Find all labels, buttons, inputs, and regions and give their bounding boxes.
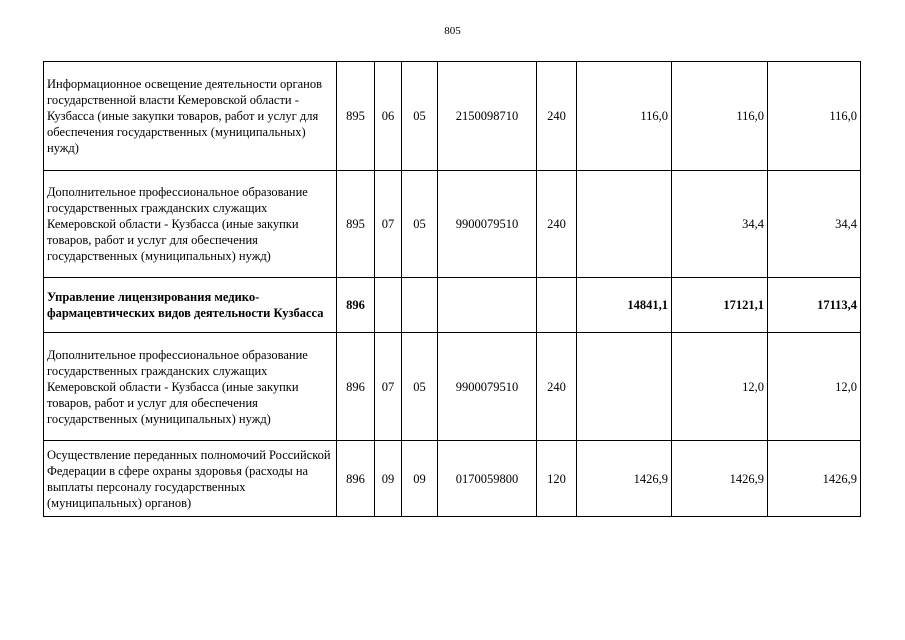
table-row	[44, 62, 861, 171]
row-target-article: 2150098710	[438, 62, 537, 171]
row-ministry-code: 896	[337, 441, 375, 517]
row-ministry-code: 896	[337, 333, 375, 441]
row-description: Управление лицензирования медико-фармацевтических видов деятельности Кузбасса	[44, 278, 337, 333]
row-amount-3: 34,4	[768, 171, 861, 278]
row-ministry-code: 896	[337, 278, 375, 333]
row-section-code: 06	[375, 62, 402, 171]
row-amount-1: 116,0	[577, 62, 672, 171]
table-row	[44, 171, 861, 278]
table-row	[44, 278, 861, 333]
row-amount-2: 12,0	[672, 333, 768, 441]
row-target-article	[438, 278, 537, 333]
row-expense-type: 120	[537, 441, 577, 517]
row-ministry-code: 895	[337, 171, 375, 278]
row-description: Дополнительное профессиональное образование государственных гражданских служащих Кемеровской области - Кузбасса (иные закупки товаров, работ и услуг для обеспечения государственных (муниципальных) нужд)	[44, 333, 337, 441]
row-amount-3: 17113,4	[768, 278, 861, 333]
row-target-article: 9900079510	[438, 333, 537, 441]
row-amount-1: 14841,1	[577, 278, 672, 333]
row-description: Дополнительное профессиональное образование государственных гражданских служащих Кемеровской области - Кузбасса (иные закупки товаров, работ и услуг для обеспечения государственных (муниципальных) нужд)	[44, 171, 337, 278]
row-subsection-code: 05	[402, 62, 438, 171]
row-expense-type: 240	[537, 171, 577, 278]
row-target-article: 9900079510	[438, 171, 537, 278]
row-amount-2: 116,0	[672, 62, 768, 171]
row-subsection-code	[402, 278, 438, 333]
budget-table	[43, 61, 861, 517]
row-ministry-code: 895	[337, 62, 375, 171]
row-section-code: 09	[375, 441, 402, 517]
row-amount-2: 1426,9	[672, 441, 768, 517]
table-row	[44, 441, 861, 517]
row-subsection-code: 05	[402, 171, 438, 278]
row-amount-1	[577, 333, 672, 441]
row-amount-2: 17121,1	[672, 278, 768, 333]
row-amount-3: 116,0	[768, 62, 861, 171]
row-amount-1: 1426,9	[577, 441, 672, 517]
row-section-code: 07	[375, 333, 402, 441]
row-expense-type	[537, 278, 577, 333]
row-expense-type: 240	[537, 333, 577, 441]
row-description: Информационное освещение деятельности органов государственной власти Кемеровской области - Кузбасса (иные закупки товаров, работ и услуг для обеспечения государственных (муниципальных) нужд)	[44, 62, 337, 171]
table-row	[44, 333, 861, 441]
row-description: Осуществление переданных полномочий Российской Федерации в сфере охраны здоровья (расходы на выплаты персоналу государственных (муниципальных) органов)	[44, 441, 337, 517]
row-amount-2: 34,4	[672, 171, 768, 278]
row-amount-3: 1426,9	[768, 441, 861, 517]
row-section-code: 07	[375, 171, 402, 278]
row-target-article: 0170059800	[438, 441, 537, 517]
row-amount-1	[577, 171, 672, 278]
row-subsection-code: 05	[402, 333, 438, 441]
row-amount-3: 12,0	[768, 333, 861, 441]
row-subsection-code: 09	[402, 441, 438, 517]
page-number: 805	[444, 25, 461, 37]
row-expense-type: 240	[537, 62, 577, 171]
row-section-code	[375, 278, 402, 333]
